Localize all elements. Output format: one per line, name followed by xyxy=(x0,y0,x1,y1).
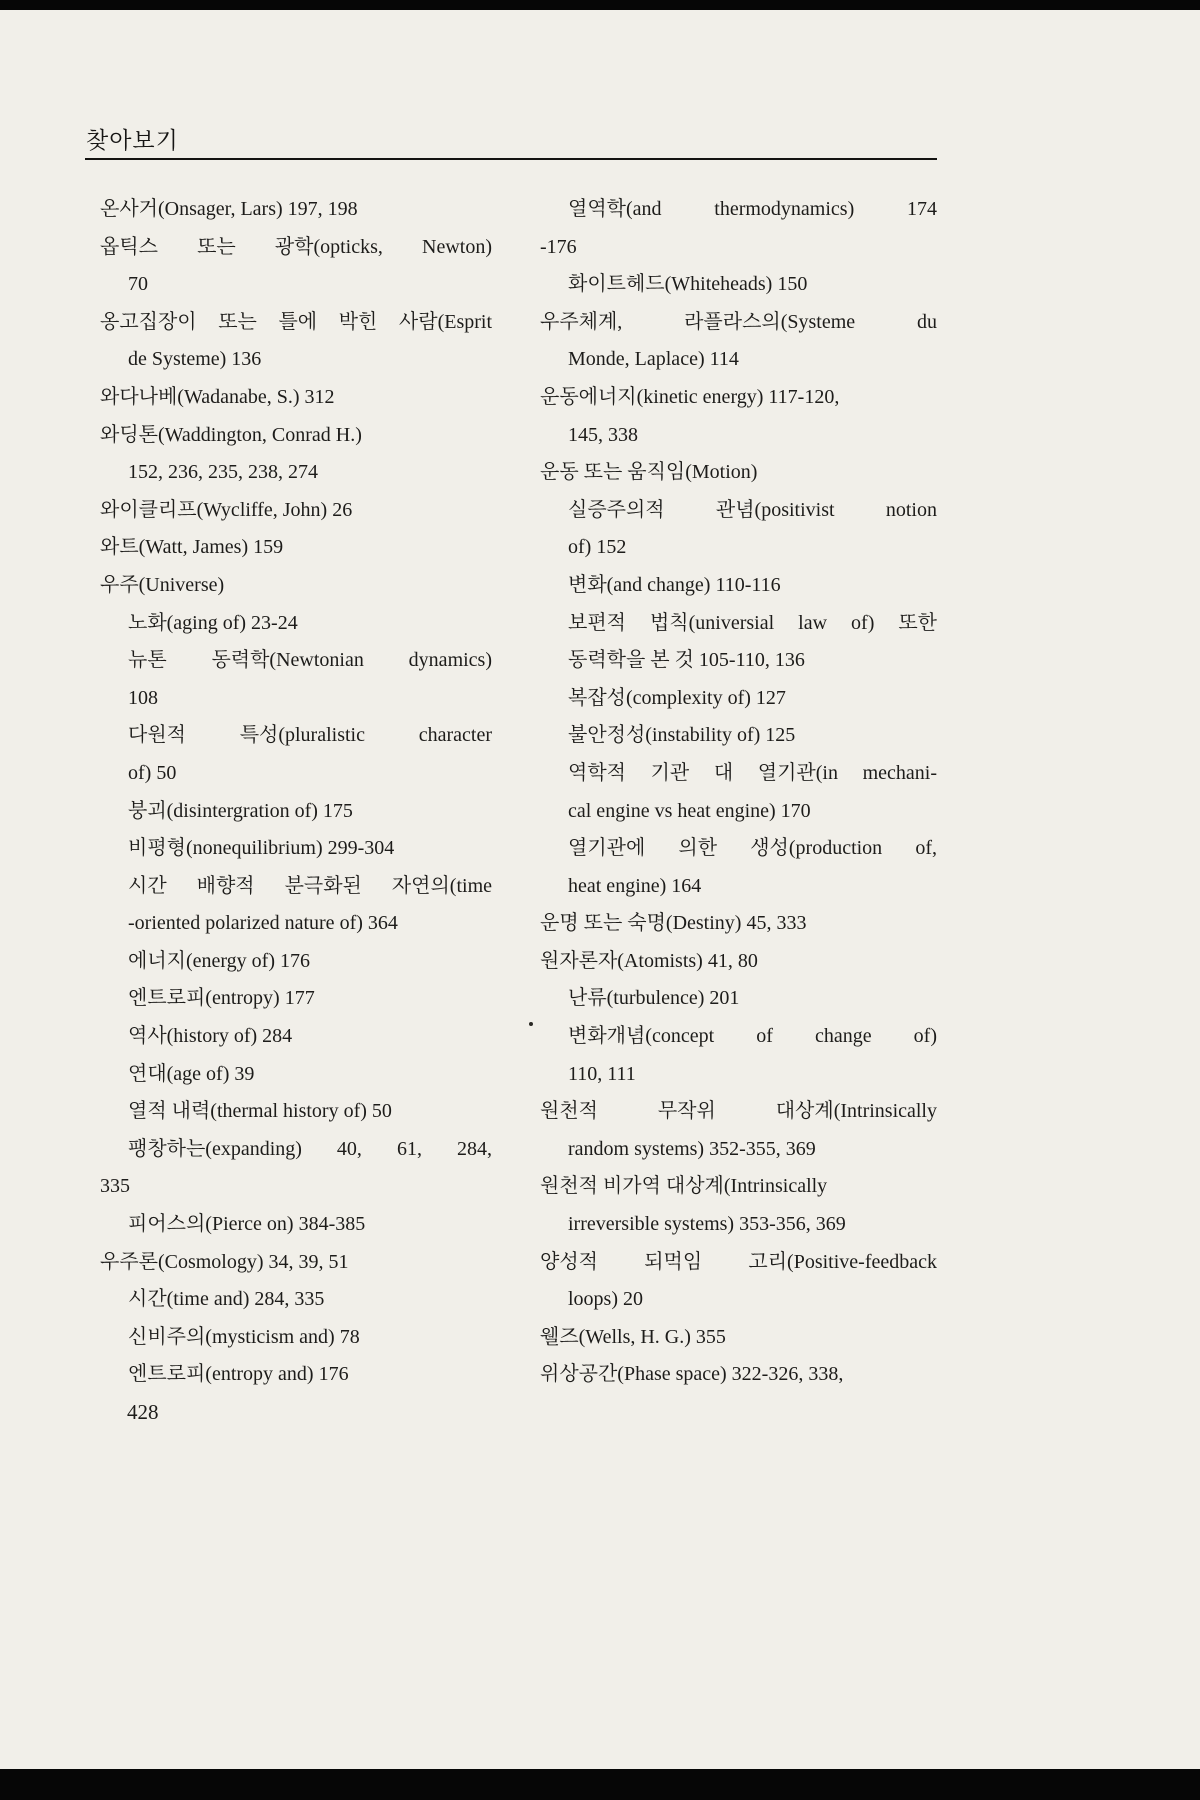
index-line: 피어스의(Pierce on) 384-385 xyxy=(128,1213,366,1236)
index-line: of) 50 xyxy=(128,761,177,784)
index-line: 110, 111 xyxy=(568,1062,636,1085)
index-line: 운동에너지(kinetic energy) 117-120, xyxy=(540,385,840,408)
index-line: 연대(age of) 39 xyxy=(128,1062,255,1085)
index-line: 145, 338 xyxy=(568,423,638,446)
index-line: random systems) 352-355, 369 xyxy=(568,1137,816,1160)
index-line: -176 xyxy=(540,235,577,258)
index-line: 152, 236, 235, 238, 274 xyxy=(128,461,318,484)
index-line: 보편적 법칙(universial law of) 또한 xyxy=(568,611,937,634)
index-line: 웰즈(Wells, H. G.) 355 xyxy=(540,1325,726,1348)
index-line: 열적 내력(thermal history of) 50 xyxy=(128,1100,392,1123)
index-line: 양성적 되먹임 고리(Positive-feedback xyxy=(540,1250,937,1273)
index-line: 우주체계, 라플라스의(Systeme du xyxy=(540,310,937,333)
index-line: 실증주의적 관념(positivist notion xyxy=(568,498,937,521)
index-line: of) 152 xyxy=(568,536,627,559)
index-line: 원자론자(Atomists) 41, 80 xyxy=(540,949,758,972)
index-line: 변화(and change) 110-116 xyxy=(568,573,781,596)
index-line: 신비주의(mysticism and) 78 xyxy=(128,1325,360,1348)
stray-dot xyxy=(529,1022,533,1026)
index-line: 역사(history of) 284 xyxy=(128,1025,293,1048)
index-line: 팽창하는(expanding) 40, 61, 284, xyxy=(128,1137,492,1160)
index-line: -oriented polarized nature of) 364 xyxy=(128,912,398,935)
index-line: 동력학을 본 것 105-110, 136 xyxy=(568,649,805,672)
index-line: 원천적 비가역 대상계(Intrinsically xyxy=(540,1175,828,1198)
index-line: de Systeme) 136 xyxy=(128,348,262,371)
index-line: 엔트로피(entropy and) 176 xyxy=(128,1363,349,1386)
index-line: irreversible systems) 353-356, 369 xyxy=(568,1213,846,1236)
index-line: 붕괴(disintergration of) 175 xyxy=(128,799,353,822)
index-line: 열기관에 의한 생성(production of, xyxy=(568,837,937,860)
index-line: 와다나베(Wadanabe, S.) 312 xyxy=(100,385,335,408)
index-line: 와이클리프(Wycliffe, John) 26 xyxy=(100,498,353,521)
page-number: 428 xyxy=(127,1400,159,1424)
index-line: 열역학(and thermodynamics) 174 xyxy=(568,198,937,220)
index-line: 옹고집장이 또는 틀에 박힌 사람(Esprit xyxy=(100,310,492,333)
index-line: cal engine vs heat engine) 170 xyxy=(568,799,811,822)
index-line: Monde, Laplace) 114 xyxy=(568,348,739,371)
index-line: 노화(aging of) 23-24 xyxy=(128,611,298,634)
index-line: 와딩톤(Waddington, Conrad H.) xyxy=(100,423,362,446)
index-line: 뉴톤 동력학(Newtonian dynamics) xyxy=(128,649,492,672)
index-line: 역학적 기관 대 열기관(in mechani- xyxy=(568,761,937,784)
index-line: 온사거(Onsager, Lars) 197, 198 xyxy=(100,198,358,220)
index-column-left xyxy=(100,191,492,1394)
index-line: 우주론(Cosmology) 34, 39, 51 xyxy=(100,1250,349,1273)
index-line: 화이트헤드(Whiteheads) 150 xyxy=(568,273,808,296)
index-line: 변화개념(concept of change of) xyxy=(568,1025,937,1048)
header-rule xyxy=(85,158,937,160)
index-column-right xyxy=(540,191,937,1394)
index-line: 운명 또는 숙명(Destiny) 45, 333 xyxy=(540,912,807,935)
index-line: 시간 배향적 분극화된 자연의(time xyxy=(128,874,492,897)
index-line: 70 xyxy=(128,273,148,296)
index-line: 108 xyxy=(128,686,158,709)
index-line: 옵틱스 또는 광학(opticks, Newton) xyxy=(100,235,492,258)
index-line: 난류(turbulence) 201 xyxy=(568,987,740,1010)
scan-edge-top xyxy=(0,0,1200,10)
index-line: heat engine) 164 xyxy=(568,874,702,897)
index-line: 시간(time and) 284, 335 xyxy=(128,1288,325,1311)
index-line: 335 xyxy=(100,1175,130,1198)
index-line: 원천적 무작위 대상계(Intrinsically xyxy=(540,1100,937,1123)
index-line: 에너지(energy of) 176 xyxy=(128,949,310,972)
index-line: loops) 20 xyxy=(568,1288,643,1311)
index-line: 비평형(nonequilibrium) 299-304 xyxy=(128,837,395,860)
index-line: 운동 또는 움직임(Motion) xyxy=(540,461,758,484)
index-line: 엔트로피(entropy) 177 xyxy=(128,987,315,1010)
index-line: 불안정성(instability of) 125 xyxy=(568,724,796,747)
index-line: 복잡성(complexity of) 127 xyxy=(568,686,786,709)
index-line: 위상공간(Phase space) 322-326, 338, xyxy=(540,1363,844,1386)
index-line: 우주(Universe) xyxy=(100,573,225,596)
page-title: 찾아보기 xyxy=(86,127,179,153)
scan-edge-bottom xyxy=(0,1769,1200,1800)
index-line: 와트(Watt, James) 159 xyxy=(100,536,284,559)
index-line: 다원적 특성(pluralistic character xyxy=(128,724,492,747)
